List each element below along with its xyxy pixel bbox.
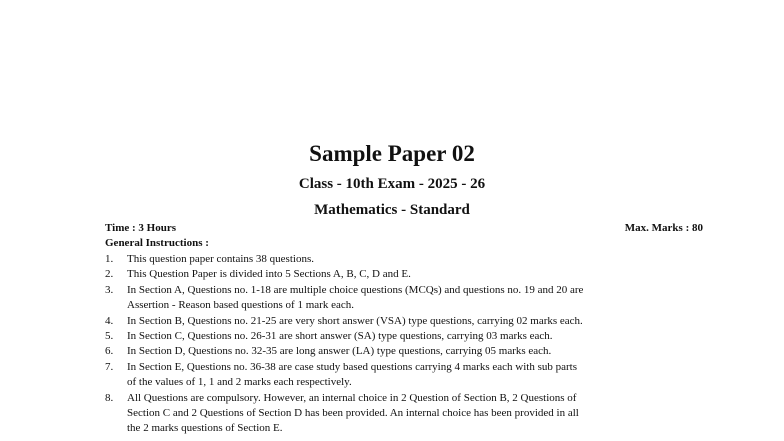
instruction-text	[127, 329, 705, 344]
instruction-line: In Section E, Questions no. 36-38 are case study based questions carrying 4 marks each with sub parts	[127, 360, 577, 373]
instruction-item	[105, 314, 705, 329]
general-instructions-heading: General Instructions :	[105, 237, 209, 249]
instruction-item	[105, 252, 705, 267]
instruction-line: the 2 marks questions of Section E.	[127, 422, 283, 435]
instruction-text	[127, 267, 705, 282]
instruction-line: In Section C, Questions no. 26-31 are short answer (SA) type questions, carrying 03 marks each.	[127, 330, 553, 343]
instruction-line: Section C and 2 Questions of Section D has been provided. An internal choice has been provided in all	[127, 407, 579, 420]
class-exam-line: Class - 10th Exam - 2025 - 26	[298, 176, 486, 192]
time-marks-row	[105, 222, 703, 234]
instruction-line: In Section B, Questions no. 21-25 are very short answer (VSA) type questions, carrying 02 marks each.	[127, 314, 583, 327]
instruction-line: of the values of 1, 1 and 2 marks each respectively.	[127, 376, 352, 389]
instruction-item	[105, 344, 705, 359]
instruction-line: All Questions are compulsory. However, an internal choice in 2 Question of Section B, 2 Questions of	[127, 391, 577, 404]
instruction-number: 6.	[105, 345, 114, 358]
instruction-line: This Question Paper is divided into 5 Sections A, B, C, D and E.	[127, 268, 411, 281]
time-allowed: Time : 3 Hours	[105, 222, 176, 234]
paper-title: Sample Paper 02	[309, 141, 475, 166]
instruction-text	[127, 283, 705, 314]
instruction-number: 3.	[105, 283, 114, 296]
instruction-number: 2.	[105, 268, 114, 281]
instruction-text	[127, 314, 705, 329]
instruction-text	[127, 360, 705, 391]
instruction-item	[105, 267, 705, 282]
instructions-list	[105, 252, 705, 437]
instruction-item	[105, 360, 705, 391]
instruction-item	[105, 283, 705, 314]
instruction-number: 8.	[105, 391, 114, 404]
instruction-line: Assertion - Reason based questions of 1 mark each.	[127, 299, 354, 312]
subject-title: Mathematics - Standard	[314, 202, 470, 218]
instruction-line: This question paper contains 38 questions.	[127, 253, 314, 265]
instruction-text	[127, 391, 705, 437]
instruction-number: 1.	[105, 253, 114, 265]
instruction-number: 5.	[105, 330, 114, 343]
instruction-number: 4.	[105, 314, 114, 327]
instruction-text	[127, 252, 705, 267]
instruction-item	[105, 329, 705, 344]
instruction-text	[127, 344, 705, 359]
max-marks: Max. Marks : 80	[624, 222, 703, 234]
instruction-number: 7.	[105, 360, 114, 373]
instruction-item	[105, 391, 705, 437]
instruction-line: In Section D, Questions no. 32-35 are long answer (LA) type questions, carrying 05 marks each.	[127, 345, 552, 358]
instruction-line: In Section A, Questions no. 1-18 are multiple choice questions (MCQs) and questions no. 19 and 20 are	[127, 283, 584, 296]
